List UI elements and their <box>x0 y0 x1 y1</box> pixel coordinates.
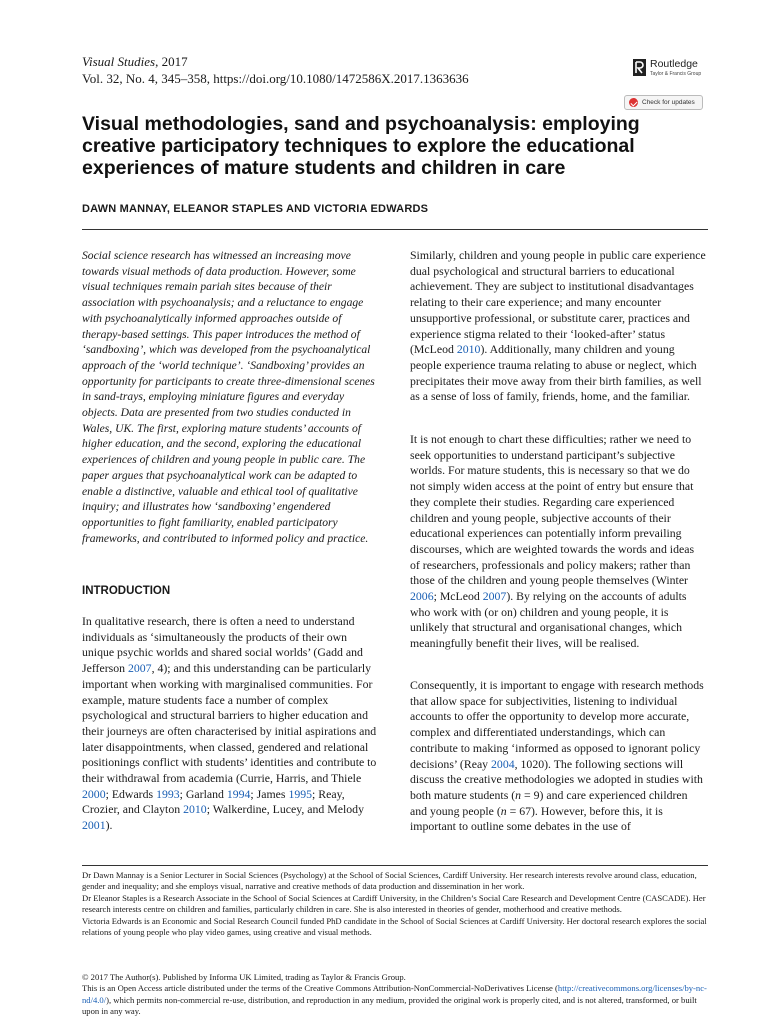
right-paragraph-3 <box>410 678 706 835</box>
ref-link[interactable]: 2010 <box>183 802 207 817</box>
copyright-line: © 2017 The Author(s). Published by Informa UK Limited, trading as Taylor & Francis Group. <box>82 972 406 982</box>
text: n <box>500 803 507 818</box>
ref-link[interactable]: 1995 <box>288 786 313 801</box>
text: ), which permits non-commercial re-use, distribution, and reproduction in any medium, provided the original work is properly cited, and is not altered, transformed, or built upon in any way. <box>82 994 697 1017</box>
routledge-logo-icon <box>633 59 646 76</box>
ref-link[interactable]: 1994 <box>226 786 251 801</box>
ref-link[interactable]: 2010 <box>456 342 481 357</box>
ref-link[interactable]: 2000 <box>82 786 106 801</box>
publisher-sub: Taylor & Francis Group <box>650 71 702 77</box>
journal-header <box>82 53 469 87</box>
license-link[interactable]: http://creativecommons.org/licenses/by-nc-nd/4.0/ <box>82 983 707 1005</box>
text: In qualitative research, there is often a need to understand individuals as ‘simultaneously the products of their own unique psychic worlds and shared social worlds’ (Gadd and Jefferson <box>82 614 363 676</box>
section-heading-introduction: INTRODUCTION <box>82 585 171 597</box>
text: This is an Open Access article distributed under the terms of the Creative Commons Attribution-NonCommercial-NoDerivatives License ( <box>82 983 558 994</box>
publisher-brand: Routledge <box>650 58 698 70</box>
ref-link[interactable]: 2001 <box>82 818 106 833</box>
text: ; Reay, Crozier, and Clayton <box>82 786 345 817</box>
author-note: Dr Eleanor Staples is a Research Associate in the School of Social Sciences at Cardiff University, in the Children’s Social Care Research and Development Centre (CASCADE). Her research interests centre on children and families, particularly children in care. She is also interested in theories of gender, motherhood and creative methods. <box>82 892 706 915</box>
author-note: Dr Dawn Mannay is a Senior Lecturer in Social Sciences (Psychology) at the School of Social Sciences, Cardiff University. Her research interests revolve around class, education, gender and inequality; and she employs visual, narrative and creative methods of data production and dissemination in her work. <box>82 870 697 892</box>
journal-citation: Vol. 32, No. 4, 345–358, https://doi.org/10.1080/1472586X.2017.1363636 <box>82 71 469 86</box>
text: ; McLeod <box>433 589 483 604</box>
ref-link[interactable]: 2004 <box>491 756 515 771</box>
publisher-logo <box>633 57 711 83</box>
license-notice <box>82 972 708 1018</box>
intro-paragraph <box>82 614 378 834</box>
text: = 67). However, before this, it is important to outline some debates in the use of <box>410 803 663 834</box>
check-updates-icon <box>629 98 638 107</box>
footnote-divider <box>82 865 708 866</box>
text: ; James <box>250 786 289 801</box>
journal-year: , 2017 <box>155 54 188 69</box>
ref-link[interactable]: 1993 <box>156 786 180 801</box>
text: ). <box>105 818 113 833</box>
text: = 9) and care experienced children and young people ( <box>410 787 688 818</box>
journal-name: Visual Studies <box>82 54 156 69</box>
text: , 1020). The following sections will discuss the creative methodologies we adopted in studies with both mature students ( <box>410 756 703 802</box>
text: ; Garland <box>179 786 227 801</box>
text: ). By relying on the accounts of adults who work with (or on) children and young people, it is unlikely that structural and organisational changes, which meaningfully benefit their lives, will be realised. <box>410 589 687 651</box>
ref-link[interactable]: 2007 <box>127 661 152 676</box>
text: n <box>515 787 522 802</box>
top-divider <box>82 229 708 230</box>
article-title: Visual methodologies, sand and psychoanalysis: employing creative participatory techniques to explore the educational experiences of mature students and children in care <box>82 113 640 179</box>
right-paragraph-2 <box>410 432 706 652</box>
text: ; Walkerdine, Lucey, and Melody <box>206 802 364 817</box>
text: Consequently, it is important to engage with research methods that allow space for subjectivities, listening to individual accounts to offer the opportunity to develop more accurate, complex and differentiated understandings, which can contribute to making ‘informed as opposed to ignorant policy decisions’ (Reay <box>410 678 704 771</box>
ref-link[interactable]: 2007 <box>482 589 507 604</box>
text: ; Edwards <box>105 786 157 801</box>
text: , 4); and this understanding can be particularly important when working with marginalised communities. For example, mature students face a number of complex psychological and structural barriers to higher education and their journeys are often characterised by initial aspirations and later disappointments, when classed, gendered and relational positionings conflict with students’ identities and contribute to their withdrawal from academia (Currie, Harris, and Thiele <box>82 661 377 786</box>
abstract: Social science research has witnessed an increasing move towards visual methods of data production. However, some visual techniques remain pariah sites because of their association with psychoanalysis; and a reluctance to engage with psychoanalytically informed approaches outside of therapy-based settings. This paper introduces the method of ‘sandboxing’, which was developed from the psychoanalytical approach of the ‘world technique’. ‘Sandboxing’ provides an opportunity for participants to create three-dimensional scenes in sand-trays, employing miniature figures and everyday objects. Data are presented from two studies conducted in Wales, UK. The first, exploring mature students’ accounts of higher education, and the second, exploring the educational experiences of children and young people in public care. The paper argues that psychoanalytical work can be adapted to enable a distinctive, valuable and ethical tool of qualitative inquiry; and illustrates how ‘sandboxing’ engendered opportunities to fight familiarity, enabled participatory frameworks, and contributed to informed policy and practice. <box>82 249 375 545</box>
check-updates-label: Check for updates <box>642 99 695 106</box>
author-note: Victoria Edwards is an Economic and Social Research Council funded PhD candidate in the School of Social Sciences at Cardiff University. Her doctoral research explores the social relations of young people who play video games, using creative and visual methods. <box>82 915 707 938</box>
right-paragraph-1 <box>410 248 706 405</box>
author-notes <box>82 870 708 938</box>
text: ). Additionally, many children and young people experience trauma relating to abuse or neglect, which precipitates their move away from their birth families, as well as a sense of loss of family, friends, home, and the familiar. <box>410 342 702 404</box>
ref-link[interactable]: 2006 <box>410 589 434 604</box>
license-text <box>82 983 708 1017</box>
text: It is not enough to chart these difficulties; rather we need to seek opportunities to understand participant’s subjective worlds. For mature students, this is necessary so that we do not simply widen access at the point of entry but ensure that they complete their studies. Regarding care experienced children and young people, subjective accounts of their educational experiences can potentially inform prevailing discourses, which are weighted towards the words and ideas of researchers, professionals and policy makers; rather than those of the children and young people themselves (Winter <box>410 432 695 588</box>
check-for-updates-button[interactable] <box>624 95 703 110</box>
text: Similarly, children and young people in public care experience dual psychological and structural barriers to educational achievement. They are subject to institutional disadvantages relating to their care experience; and many encounter unsupportive professional, or substitute carer, practices and experience stigma related to their ‘looked-after’ status (McLeod <box>410 248 706 357</box>
article-authors: DAWN MANNAY, ELEANOR STAPLES AND VICTORIA EDWARDS <box>82 203 429 215</box>
